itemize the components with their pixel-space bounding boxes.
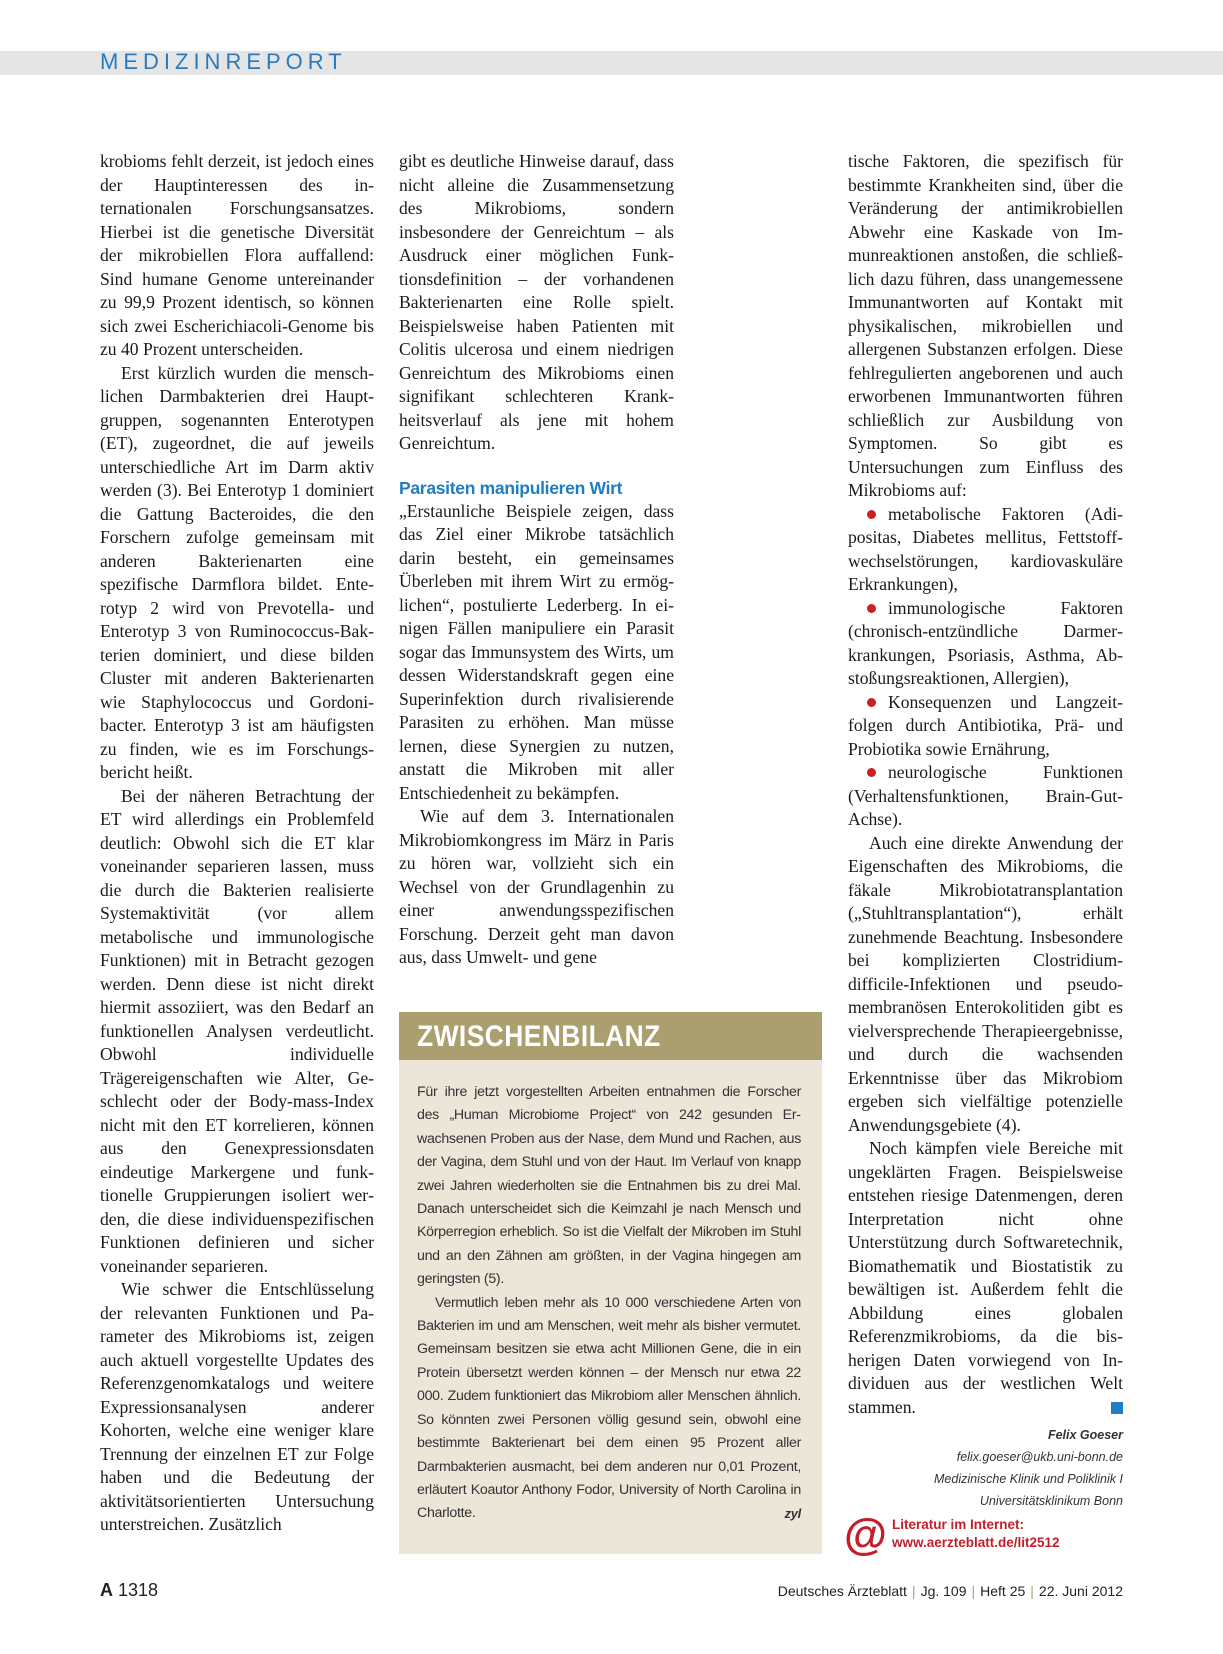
- column-3: [848, 150, 1123, 1512]
- column-1: [100, 150, 374, 1537]
- paragraph: Wie auf dem 3. Internationalen Mikrobiomkongress im März in Paris zu hören war, vollzieht sich ein Wechsel von der Grundlagenhin zu einer anwendungsspezifischen Forschung. Derzeit geht man davon aus, dass Umwelt- und gene: [399, 806, 674, 967]
- bullet-item: neurologische Funktionen (Verhaltensfunktionen, Brain-Gut-Achse).: [848, 762, 1123, 829]
- author-name: Felix Goeser: [1047, 1428, 1123, 1442]
- info-box-header: [399, 1012, 822, 1060]
- literature-label: Literatur im Internet:: [892, 1517, 1025, 1532]
- page-number: A 1318: [100, 1580, 159, 1600]
- literature-url[interactable]: www.aerzteblatt.de/lit2512: [892, 1535, 1060, 1550]
- subheading: Parasiten manipulieren Wirt: [399, 477, 623, 498]
- bullet-item: immunologische Faktoren (chronisch-entzündliche Darmerkrankungen, Psoriasis, Asthma, Abstoßungsreaktionen, Allergien),: [848, 597, 1123, 688]
- paragraph: Vermutlich leben mehr als 10 000 verschiedene Arten von Bakterien im und am Menschen, weit mehr als bisher vermutet. Gemeinsam besitzen sie etwa acht Millionen Gene, die in ein Protein übersetzt werden können – der Mensch nur etwa 22 000. Zudem funktioniert das Mikrobiom aller Menschen ähnlich. So könnten zwei Personen völlig gesund sein, obwohl eine bestimmte Bakterienart bei dem einen 95 Prozent aller Darmbakterien ausmacht, bei dem anderen nur 0,01 Prozent, erläutert Koautor Anthony Fodor, University of North Carolina in Charlotte. zyl: [417, 1292, 801, 1526]
- section-label: MEDIZINREPORT: [100, 49, 347, 74]
- author-affiliation: Medizinische Klinik und Poliklinik I: [934, 1472, 1123, 1486]
- paragraph: Für ihre jetzt vorgestellten Arbeiten entnahmen die Forscher des „Human Microbiome Project“ von 242 gesunden Erwachsenen Proben aus der Nase, dem Mund und Rachen, aus der Vagina, dem Stuhl und von der Haut. Im Verlauf von knapp zwei Jahren wiederholten sie die Entnahmen bis zu drei Mal. Danach unterscheidet sich die Keimzahl je nach Mensch und Körperregion erheblich. So ist die Vielfalt der Mikroben im Stuhl und an den Zähnen am größten, in der Vagina hingegen am geringsten (5).: [417, 1084, 801, 1288]
- paragraph: „Erstaunliche Beispiele zeigen, dass das Ziel einer Mikrobe tatsächlich darin besteht, ein gemeinsames Überleben mit ihrem Wirt zu ermöglichen“, postulierte Lederberg. In einigen Fällen manipuliere ein Parasit sogar das Immunsystem des Wirts, um dessen Widerstandskraft gegen eine Superinfektion durch rivalisierende Parasiten zu erhöhen. Man müsse lernen, diese Synergien zu nutzen, anstatt die Mikroben mit aller Entschiedenheit zu bekämpfen.: [399, 500, 674, 803]
- info-box: [399, 1012, 822, 1554]
- issue: Heft 25: [980, 1583, 1026, 1599]
- paragraph: krobioms fehlt derzeit, ist jedoch eines der Hauptinteressen des internationalen Forschungsansatzes. Hierbei ist die genetische Diversität der mikrobiellen Flora auffallend: Sind humane Genome untereinander zu 99,9 Prozent identisch, so können sich zwei Escherichiacoli-Genome bis zu 40 Prozent unterscheiden.: [100, 151, 374, 359]
- author-email: felix.goeser@ukb.uni-bonn.de: [956, 1450, 1123, 1464]
- paragraph: gibt es deutliche Hinweise darauf, dass nicht alleine die Zusammensetzung des Mikrobioms, sondern insbesondere der Genreichtum – als Ausdruck einer möglichen Funktionsdefinition – der vorhandenen Bakterienarten eine Rolle spielt. Beispielsweise haben Patienten mit Colitis ulcerosa und einem niedrigen Genreichtum des Mikrobioms einen signifikant schlechteren Krankheitsverlauf als jene mit hohem Genreichtum.: [399, 151, 674, 453]
- info-box-text: [417, 1081, 801, 1526]
- box-signature: zyl: [784, 1506, 801, 1522]
- paragraph: tische Faktoren, die spezifisch für bestimmte Krankheiten sind, über die Veränderung der antimikrobiellen Abwehr eine Kaskade von Immunreaktionen anstoßen, die schließlich dazu führen, dass unangemessene Immunantworten auf Kontakt mit physikalischen, mikrobiellen und allergenen Substanzen erfolgen. Diese fehlregulierten angeborenen und auch erworbenen Immunantworten führen schließlich zur Ausbildung von Symptomen. So gibt es Untersuchungen zum Einfluss des Mikrobioms auf:: [848, 151, 1123, 500]
- paragraph: Bei der näheren Betrachtung der ET wird allerdings ein Problemfeld deutlich: Obwohl sich die ET klar voneinander separieren lassen, muss die durch die Bakterien realisierte Systemaktivität (vor allem metabolische und immunologische Funktionen) mit in Betracht gezogen werden. Denn diese ist nicht direkt hiermit assoziiert, was den Bedarf an funktionellen Analysen verdeutlicht. Obwohl individuelle Trägereigenschaften wie Alter, Geschlecht oder der Body-mass-Index nicht mit den ET korrelieren, können aus den Genexpressionsdaten eindeutige Markergene und funktionelle Gruppierungen isoliert werden, die diese individuenspezifischen Funktionen definieren und sicher voneinander separieren.: [100, 785, 374, 1276]
- bullet-dot-icon: [867, 604, 876, 613]
- volume: Jg. 109: [920, 1583, 967, 1599]
- bullet-item: metabolische Faktoren (Adipositas, Diabetes mellitus, Fettstoffwechselstörungen, kardiovaskuläre Erkrankungen),: [848, 503, 1123, 594]
- literature-link-block[interactable]: [844, 1512, 1144, 1562]
- bullet-item: Konsequenzen und Langzeitfolgen durch Antibiotika, Prä- und Probiotika sowie Ernährung,: [848, 691, 1123, 759]
- bullet-dot-icon: [867, 510, 876, 519]
- author-affiliation: Universitätsklinikum Bonn: [979, 1494, 1123, 1508]
- paragraph: Erst kürzlich wurden die menschlichen Darmbakterien drei Hauptgruppen, sogenannten Enterotypen (ET), zugeordnet, die auf jeweils unterschiedliche Art im Darm aktiv werden (3). Bei Enterotyp 1 dominiert die Gattung Bacteroides, die den Forschern zufolge gemeinsam mit anderen Bakterienarten eine spezifische Darmflora bildet. Enterotyp 2 wird von Prevotella- und Enterotyp 3 von Ruminococcus-Bakterien dominiert, und diese bilden Cluster mit anderen Bakterienarten wie Staphylococcus und Gordonibacter. Enterotyp 3 ist am häufigsten zu finden, wie es im Forschungsbericht heißt.: [100, 362, 374, 782]
- journal-name: Deutsches Ärzteblatt: [777, 1583, 907, 1599]
- end-square-icon: [1111, 1402, 1123, 1414]
- paragraph: Wie schwer die Entschlüsselung der relevanten Funktionen und Parameter des Mikrobioms ist, zeigen auch aktuell vorgestellte Updates des Referenzgenomkatalogs und weitere Expressionsanalysen anderer Kohorten, welche eine weniger klare Trennung der einzelnen ET zur Folge haben und die Bedeutung der aktivitätsorientierten Untersuchung unterstreichen. Zusätzlich: [100, 1279, 374, 1534]
- paragraph: Auch eine direkte Anwendung der Eigenschaften des Mikrobioms, die fäkale Mikrobiotatransplantation („Stuhltransplantation“), erhält zunehmende Beachtung. Insbesondere bei komplizierten Clostridium-difficile-Infektionen und pseudomembranösen Enterokolitiden gibt es vielversprechende Therapieergebnisse, und durch die wachsenden Erkenntnisse über das Mikrobiom ergeben sich vielfältige potenzielle Anwendungsgebiete (4).: [848, 832, 1123, 1135]
- footer-citation: Deutsches Ärzteblatt | Jg. 109 | Heft 25 | 22. Juni 2012: [777, 1583, 1123, 1599]
- column-2: [399, 150, 674, 970]
- bullet-dot-icon: [867, 698, 876, 707]
- info-box-title: ZWISCHENBILANZ: [417, 1020, 661, 1053]
- date: 22. Juni 2012: [1038, 1583, 1123, 1599]
- at-sign-icon: @: [844, 1510, 887, 1559]
- author-block: [848, 1424, 1123, 1512]
- paragraph-last: Noch kämpfen viele Bereiche mit ungeklärten Fragen. Beispielsweise entstehen riesige Datenmengen, deren Interpretation nicht ohne Unterstützung durch Softwaretechnik, Biomathematik und Biostatistik zu bewältigen ist. Außerdem fehlt die Abbildung eines globalen Referenzmikrobioms, da die bisherigen Daten vorwiegend von Individuen aus der westlichen Welt stammen.: [848, 1138, 1123, 1417]
- bullet-dot-icon: [867, 768, 876, 777]
